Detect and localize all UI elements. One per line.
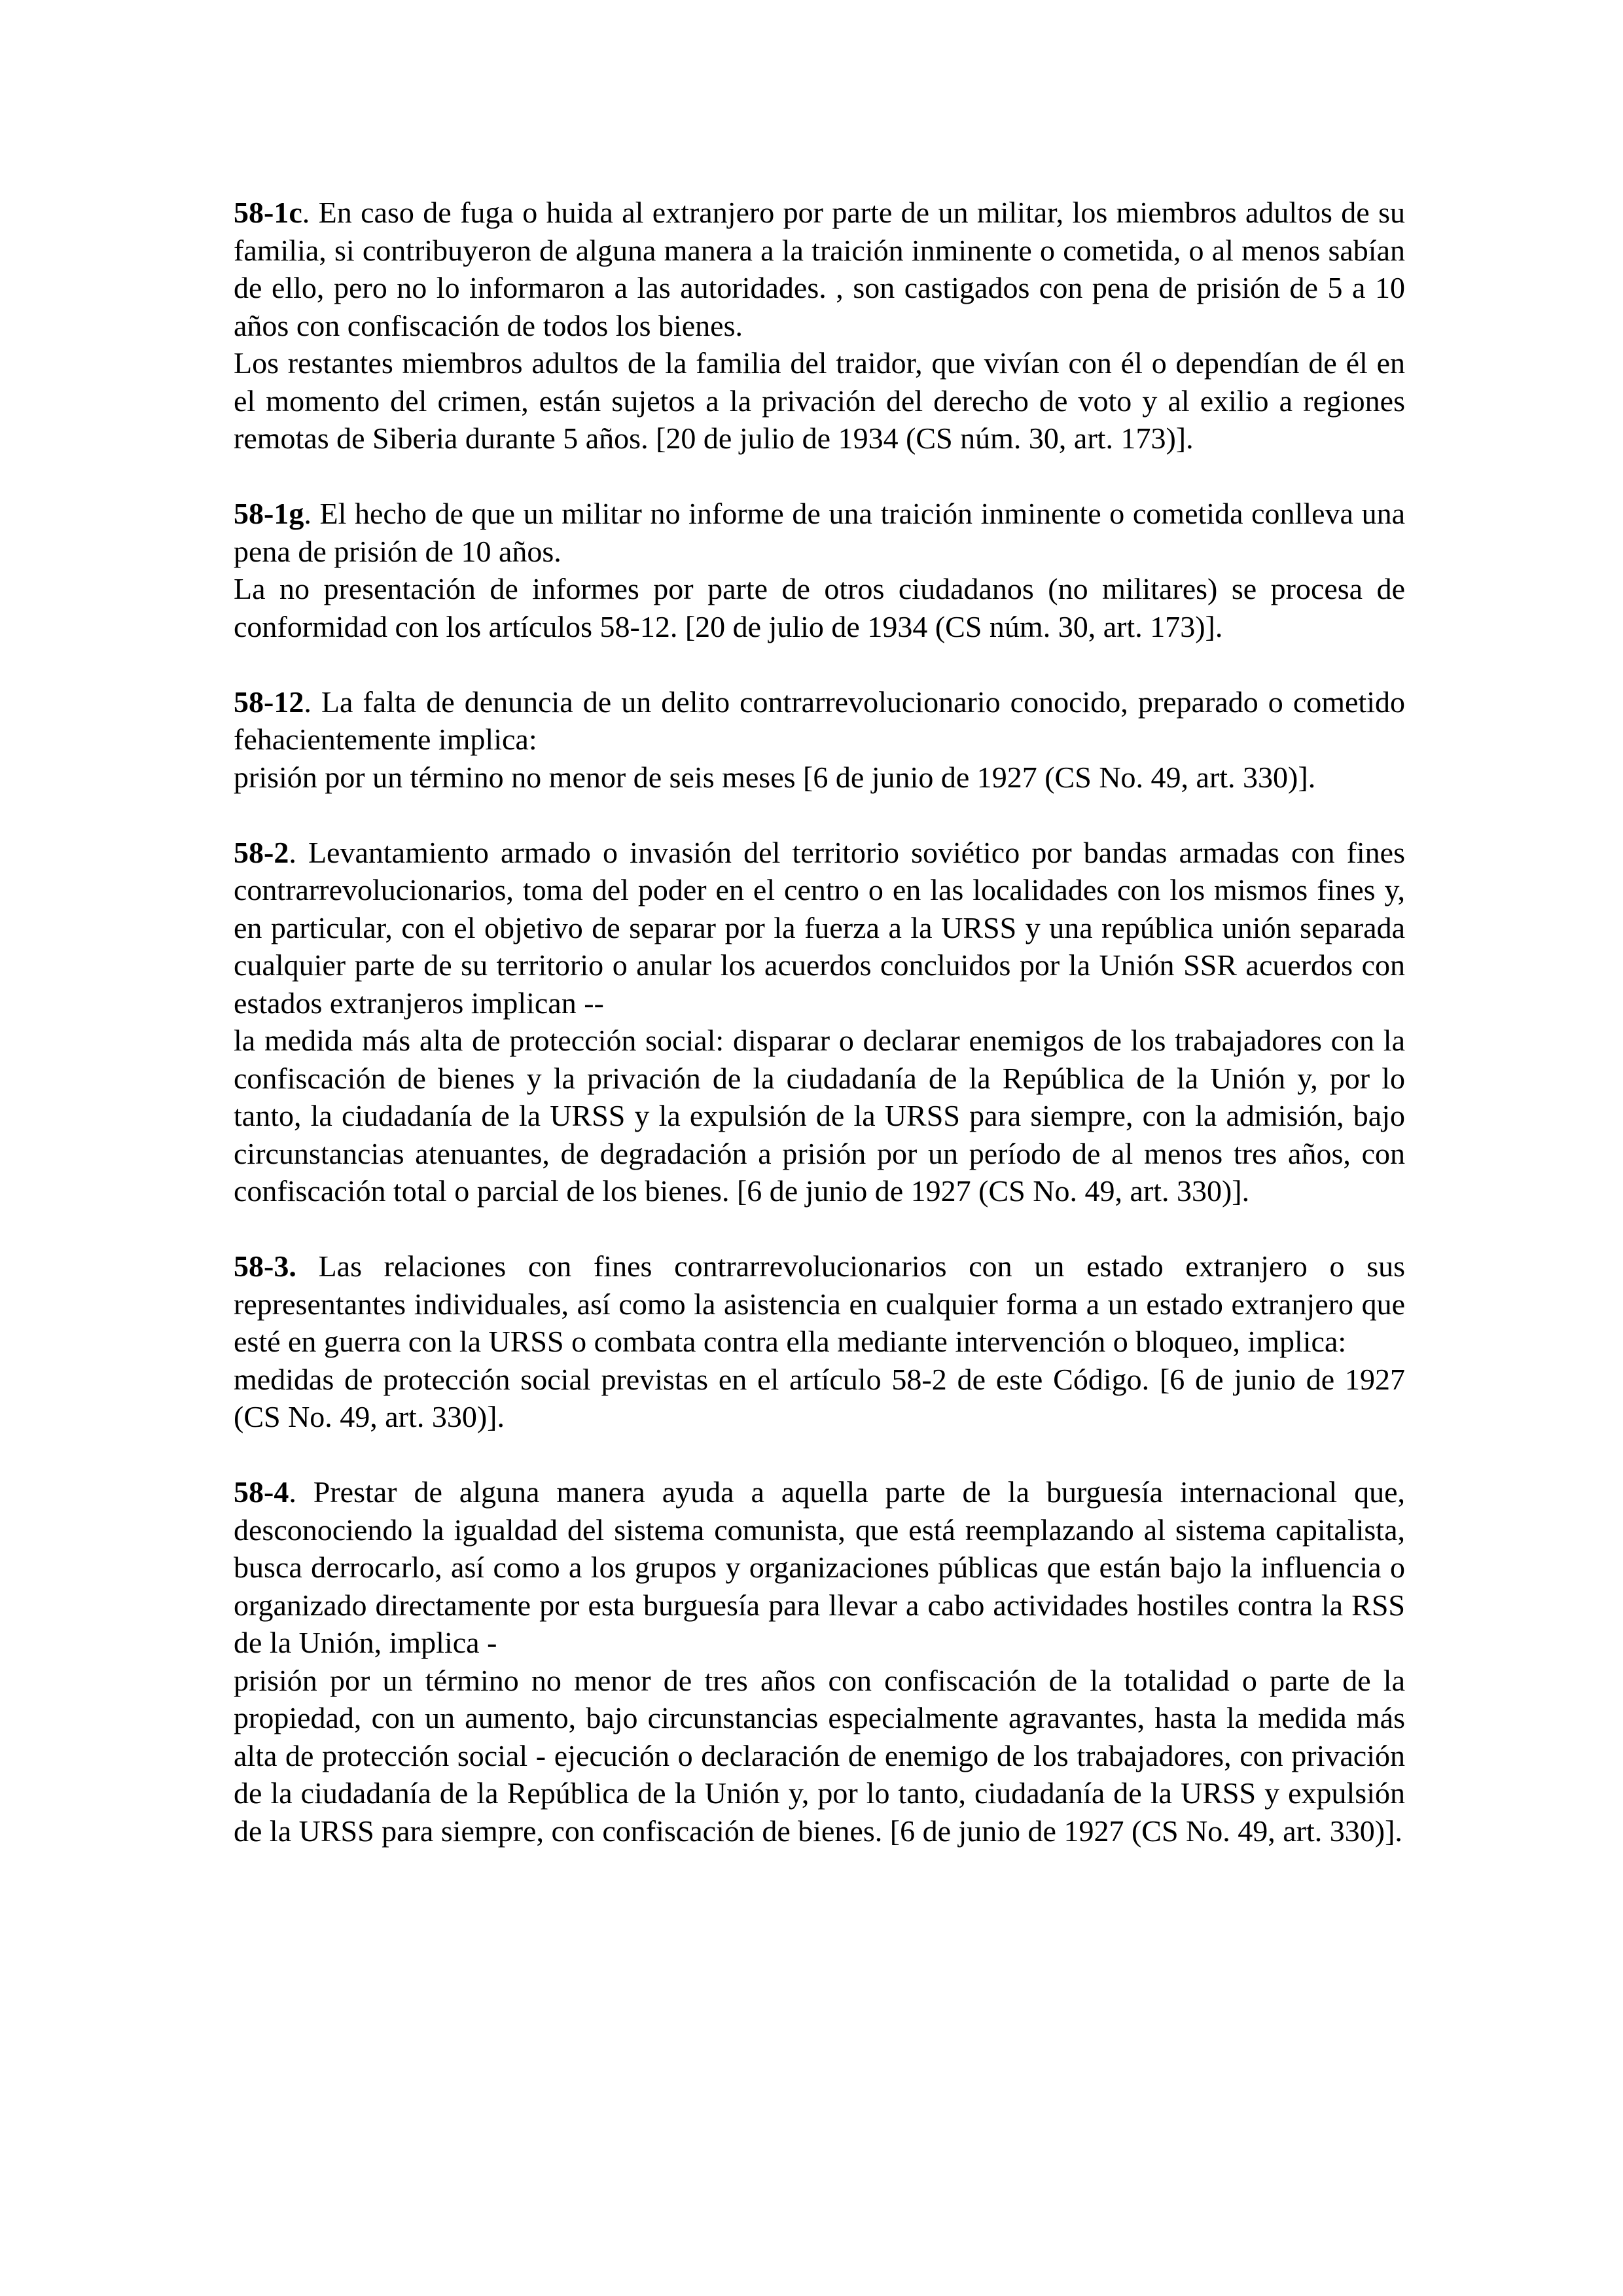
article-text: . En caso de fuga o huida al extranjero por parte de un militar, los miembros adultos de su familia, si contribuyeron de alguna manera a la traición inminente o cometida, o al menos sabían de ello, pero no lo informaron a las autoridades. , son castigados con pena de prisión de 5 a 10 años con confiscación de todos los bienes. <box>234 196 1405 342</box>
article-paragraph <box>234 1247 1405 1361</box>
article-58-1c <box>234 194 1405 457</box>
article-58-2 <box>234 834 1405 1210</box>
article-paragraph <box>234 194 1405 344</box>
article-text: Las relaciones con fines contrarrevolucionarios con un estado extranjero o sus representantes individuales, así como la asistencia en cualquier forma a un estado extranjero que esté en guerra con la URSS o combata contra ella mediante intervención o bloqueo, implica: <box>234 1249 1405 1358</box>
article-number: 58-2 <box>234 835 289 869</box>
article-text: . Levantamiento armado o invasión del territorio soviético por bandas armadas con fines contrarrevolucionarios, toma del poder en el centro o en las localidades con los mismos fines y, en particular, con el objetivo de separar por la fuerza a la URSS y una república unión separada cualquier parte de su territorio o anular los acuerdos concluidos por la Unión SSR acuerdos con estados extranjeros implican -- <box>234 835 1405 1020</box>
article-number: 58-1c <box>234 196 302 229</box>
article-text: . Prestar de alguna manera ayuda a aquella parte de la burguesía internacional que, desconociendo la igualdad del sistema comunista, que está reemplazando al sistema capitalista, busca derrocarlo, así como a los grupos y organizaciones públicas que están bajo la influencia o organizado directamente por esta burguesía para llevar a cabo actividades hostiles contra la RSS de la Unión, implica - <box>234 1475 1405 1659</box>
article-58-1g <box>234 495 1405 645</box>
article-paragraph: prisión por un término no menor de tres años con confiscación de la totalidad o parte de la propiedad, con un aumento, bajo circunstancias especialmente agravantes, hasta la medida más alta de protección social - ejecución o declaración de enemigo de los trabajadores, con privación de la ciudadanía de la República de la Unión y, por lo tanto, ciudadanía de la URSS y expulsión de la URSS para siempre, con confiscación de bienes. [6 de junio de 1927 (CS No. 49, art. 330)]. <box>234 1663 1405 1848</box>
article-paragraph <box>234 834 1405 1022</box>
article-number: 58-4 <box>234 1475 289 1509</box>
article-paragraph: Los restantes miembros adultos de la familia del traidor, que vivían con él o dependían de él en el momento del crimen, están sujetos a la privación del derecho de voto y al exilio a regiones remotas de Siberia durante 5 años. [20 de julio de 1934 (CS núm. 30, art. 173)]. <box>234 346 1405 455</box>
document-page <box>234 194 1405 1888</box>
article-text: . El hecho de que un militar no informe de una traición inminente o cometida conlleva una pena de prisión de 10 años. <box>234 497 1405 568</box>
article-paragraph <box>234 495 1405 570</box>
article-number: 58-12 <box>234 685 304 719</box>
article-58-4 <box>234 1473 1405 1850</box>
article-58-12 <box>234 683 1405 797</box>
article-58-3 <box>234 1247 1405 1436</box>
article-paragraph <box>234 683 1405 759</box>
article-text: . La falta de denuncia de un delito contrarrevolucionario conocido, preparado o cometido fehacientemente implica: <box>234 685 1405 756</box>
article-paragraph: medidas de protección social previstas en el artículo 58-2 de este Código. [6 de junio de 1927 (CS No. 49, art. 330)]. <box>234 1362 1405 1433</box>
article-paragraph: la medida más alta de protección social: disparar o declarar enemigos de los trabajadores con la confiscación de bienes y la privación de la ciudadanía de la República de la Unión y, por lo tanto, la ciudadanía de la URSS y la expulsión de la URSS para siempre, con la admisión, bajo circunstancias atenuantes, de degradación a prisión por un período de al menos tres años, con confiscación total o parcial de los bienes. [6 de junio de 1927 (CS No. 49, art. 330)]. <box>234 1024 1405 1208</box>
article-number: 58-3. <box>234 1249 296 1283</box>
article-paragraph: prisión por un término no menor de seis meses [6 de junio de 1927 (CS No. 49, art. 330)]. <box>234 760 1316 794</box>
article-number: 58-1g <box>234 497 304 530</box>
article-paragraph: La no presentación de informes por parte de otros ciudadanos (no militares) se procesa de conformidad con los artículos 58-12. [20 de julio de 1934 (CS núm. 30, art. 173)]. <box>234 572 1405 643</box>
article-paragraph <box>234 1473 1405 1662</box>
